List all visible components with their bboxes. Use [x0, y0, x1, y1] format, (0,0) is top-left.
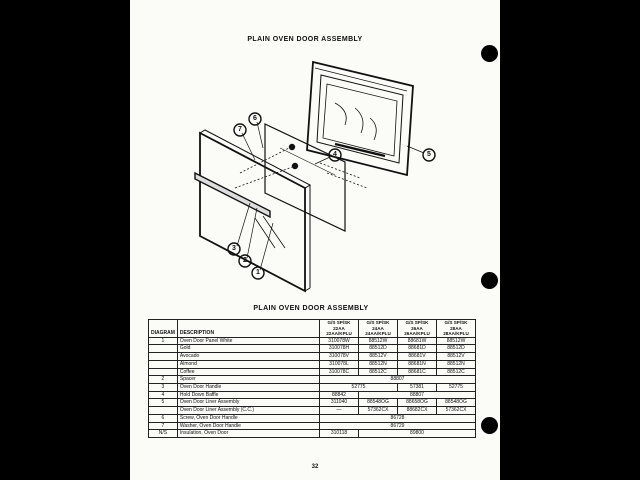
part-number: 86729	[320, 422, 476, 430]
table-row	[149, 337, 476, 345]
part-number: 88807	[320, 376, 476, 384]
part-number: 310078H	[320, 345, 359, 353]
part-number: 57381	[398, 384, 437, 392]
binder-hole	[481, 417, 498, 434]
table-row	[149, 422, 476, 430]
part-number: —	[320, 407, 359, 415]
col-description: DESCRIPTION	[177, 320, 319, 338]
callout-label-3: 3	[232, 245, 236, 252]
part-number: 88681N	[398, 360, 437, 368]
table-row	[149, 399, 476, 407]
table-row	[149, 376, 476, 384]
binder-hole	[481, 45, 498, 62]
part-number: 57362CX	[359, 407, 398, 415]
row-diagram-number: 3	[149, 384, 178, 392]
row-description: Screw, Oven Door Handle	[177, 414, 319, 422]
part-number: 310118	[320, 430, 359, 438]
row-diagram-number	[149, 360, 178, 368]
part-number: 88658OG	[398, 399, 437, 407]
model-1-line-1: G/S SP/SK	[327, 320, 351, 325]
part-number: 88681W	[398, 337, 437, 345]
row-diagram-number: 1	[149, 337, 178, 345]
row-diagram-number: 2	[149, 376, 178, 384]
model-4-line-3: 28AA/KPLU	[443, 331, 469, 337]
row-description: Coffee	[177, 368, 319, 376]
row-description: Insulation, Oven Door	[177, 430, 319, 438]
model-1-line-3: 22AA/KPLU	[326, 331, 352, 337]
row-diagram-number: 5	[149, 399, 178, 407]
page-number: 32	[311, 464, 319, 470]
table-row	[149, 384, 476, 392]
row-diagram-number	[149, 353, 178, 361]
part-number: 52775	[437, 384, 476, 392]
row-description: Gold	[177, 345, 319, 353]
table-row	[149, 345, 476, 353]
model-4-line-2: 28AA	[450, 325, 462, 331]
callout-label-7: 7	[238, 126, 242, 133]
table-row	[149, 407, 476, 415]
row-diagram-number	[149, 345, 178, 353]
part-number: 88548OG	[359, 399, 398, 407]
row-diagram-number: N/S	[149, 430, 178, 438]
part-number: 88512C	[437, 368, 476, 376]
document-page	[130, 0, 500, 480]
part-number: 88512D	[359, 345, 398, 353]
table-row	[149, 368, 476, 376]
part-number: 88842	[320, 391, 359, 399]
row-diagram-number	[149, 407, 178, 415]
callout-label-1: 1	[256, 269, 260, 276]
part-number: 57362CX	[437, 407, 476, 415]
model-1-line-2: 22AA	[333, 325, 345, 331]
part-number: 88512W	[437, 337, 476, 345]
row-diagram-number: 4	[149, 391, 178, 399]
table-row	[149, 353, 476, 361]
row-description: Washer, Oven Door Handle	[177, 422, 319, 430]
part-number: 88512D	[437, 345, 476, 353]
callout-label-4: 4	[333, 151, 337, 158]
part-number: 310078V	[320, 353, 359, 361]
part-number: 88681D	[398, 345, 437, 353]
part-number: 88512V	[437, 353, 476, 361]
part-number: 88681C	[398, 368, 437, 376]
callout-label-2: 2	[243, 257, 247, 264]
part-number: 310078L	[320, 360, 359, 368]
row-diagram-number	[149, 368, 178, 376]
table-row	[149, 414, 476, 422]
part-number: 88512W	[359, 337, 398, 345]
col-diagram: DIAGRAM	[149, 320, 178, 338]
callout-label-6: 6	[253, 115, 257, 122]
part-number: 86728	[320, 414, 476, 422]
exploded-door-diagram	[145, 48, 475, 298]
model-2-line-2: 24AA	[372, 325, 384, 331]
col-model-3	[398, 320, 437, 338]
row-description: Hold Down Baffle	[177, 391, 319, 399]
col-model-1	[320, 320, 359, 338]
table-title: PLAIN OVEN DOOR ASSEMBLY	[253, 305, 369, 312]
model-2-line-3: 24AA/KPLU	[365, 331, 391, 337]
model-4-line-1: G/S SP/SK	[444, 320, 468, 325]
part-number: 88682CX	[398, 407, 437, 415]
table-row	[149, 430, 476, 438]
part-number: 88548OG	[437, 399, 476, 407]
row-description: Oven Door Panel White	[177, 337, 319, 345]
part-number: 88512V	[359, 353, 398, 361]
table-row	[149, 360, 476, 368]
model-3-line-2: 26AA	[411, 325, 423, 331]
part-number: 88681V	[398, 353, 437, 361]
col-model-4	[437, 320, 476, 338]
part-number: 88512N	[437, 360, 476, 368]
callout-label-5: 5	[427, 151, 431, 158]
part-number: 88512N	[359, 360, 398, 368]
model-2-line-1: G/S SP/SK	[366, 320, 390, 325]
parts-table	[148, 319, 476, 438]
row-diagram-number: 7	[149, 422, 178, 430]
model-3-line-1: G/S SP/SK	[405, 320, 429, 325]
part-number: 52775	[320, 384, 398, 392]
row-description: Oven Door Liner Assembly	[177, 399, 319, 407]
col-model-2	[359, 320, 398, 338]
part-number: 310078C	[320, 368, 359, 376]
binder-hole	[481, 272, 498, 289]
row-description: Spacer	[177, 376, 319, 384]
part-number: 311040	[320, 399, 359, 407]
row-description: Avocado	[177, 353, 319, 361]
part-number: 89800	[359, 430, 476, 438]
part-number: 310078W	[320, 337, 359, 345]
table-row	[149, 391, 476, 399]
row-description: Almond	[177, 360, 319, 368]
page-title: PLAIN OVEN DOOR ASSEMBLY	[247, 36, 363, 43]
part-number: 88512C	[359, 368, 398, 376]
part-number: 88807	[359, 391, 476, 399]
table-header-row	[149, 320, 476, 338]
row-description: Oven Door Handle	[177, 384, 319, 392]
model-3-line-3: 26AA/KPLU	[404, 331, 430, 337]
row-description: Oven Door Liner Assembly (C.C.)	[177, 407, 319, 415]
row-diagram-number: 6	[149, 414, 178, 422]
